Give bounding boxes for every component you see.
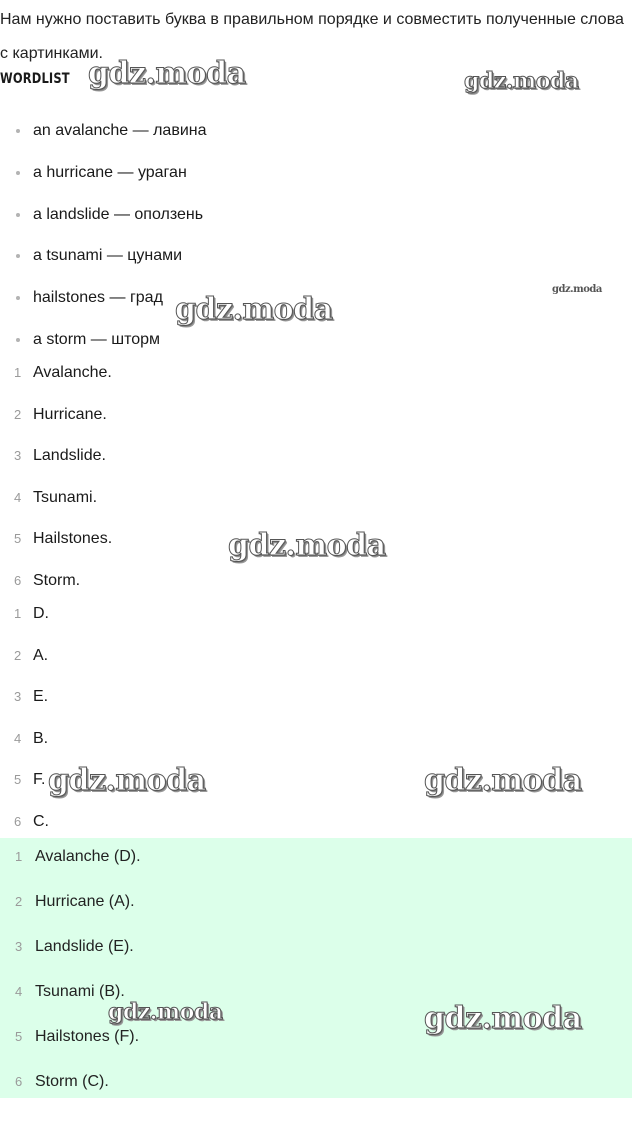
list-item: 3 E. [14,688,49,706]
list-item: a storm — шторм [0,319,632,361]
bullet-icon [16,338,20,342]
watermark: gdz.moda [424,763,582,798]
letters-list [0,593,632,843]
list-item: 6 Storm. [14,571,81,589]
watermark: gdz.moda [108,999,223,1025]
wordlist [0,110,632,361]
list-item: a hurricane — ураган [0,152,632,194]
list-item: 2 A. [14,646,49,664]
watermark: gdz.moda [175,292,333,327]
task-description: Нам нужно поставить буква в правильном порядке и совместить полученные слова с картинками. [0,11,624,62]
watermark: gdz.moda [424,1001,582,1036]
answer-row: 2 Hurricane (A). [15,893,135,910]
answers-box [0,838,632,1098]
watermark: gdz.moda [228,528,386,563]
watermark: gdz.moda [464,68,579,94]
list-item: a landslide — оползень [0,194,632,236]
answer-row: 3 Landslide (E). [15,938,134,955]
list-item: 6 C. [14,812,49,830]
answer-row: 4 Tsunami (B). [15,983,125,1000]
list-item: a tsunami — цунами [0,235,632,277]
list-item: an avalanche — лавина [0,110,632,152]
answer-row: 6 Storm (C). [15,1073,109,1090]
watermark: gdz.moda [48,763,206,798]
bullet-icon [16,213,20,217]
list-item: 3 Landslide. [14,447,106,465]
watermark: gdz.moda [552,284,602,295]
answer-row: 1 Avalanche (D). [15,848,141,865]
watermark: gdz.moda [88,56,246,91]
list-item: 4 Tsunami. [14,488,98,506]
bullet-icon [16,171,20,175]
wordlist-heading: WORDLIST [0,71,70,87]
list-item: 4 B. [14,729,49,747]
list-item: hailstones — град [0,277,632,319]
bullet-icon [16,296,20,300]
list-item: 5 F. [14,771,46,789]
list-item: 1 D. [14,605,49,622]
list-item: 2 Hurricane. [14,405,107,423]
list-item: 5 Hailstones. [14,530,113,548]
words-list [0,352,632,602]
list-item: 1 Avalanche. [14,364,112,381]
bullet-icon [16,254,20,258]
answer-row: 5 Hailstones (F). [15,1028,140,1045]
bullet-icon [16,129,20,133]
